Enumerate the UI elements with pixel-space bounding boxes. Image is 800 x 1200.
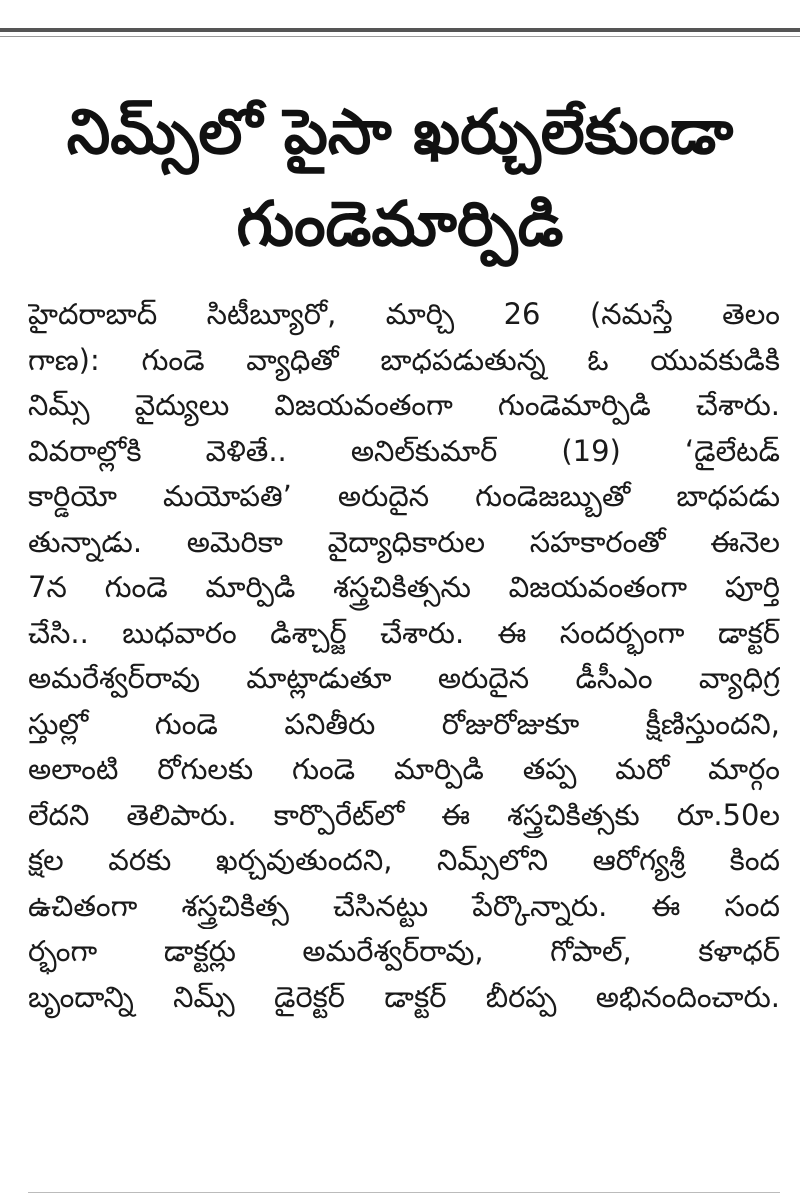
headline-line-1: నిమ్స్‌లో పైసా ఖర్చులేకుండా xyxy=(66,95,734,168)
body-line: హైదరాబాద్ సిటీబ్యూరో, మార్చి 26 (నమస్తే తెలం xyxy=(28,297,780,331)
body-line: తున్నాడు. అమెరికా వైద్యాధికారుల సహకారంతో ఈనెల xyxy=(28,524,780,559)
body-line: ర్భంగా డాక్టర్లు అమరేశ్వర్‌రావు, గోపాల్, కళాధర్ xyxy=(28,934,780,968)
body-line: నిమ్స్ వైద్యులు విజయవంతంగా గుండెమార్పిడి చేశారు. xyxy=(28,388,780,422)
body-line: గాణ): గుండె వ్యాధితో బాధపడుతున్న ఓ యువకుడికి xyxy=(28,342,780,377)
body-line: చేసి.. బుధవారం డిశ్చార్జ్ చేశారు. ఈ సందర్భంగా డాక్టర్ xyxy=(28,615,780,650)
article-body xyxy=(28,292,780,1020)
body-line: 7న గుండె మార్పిడి శస్త్రచికిత్సను విజయవంతంగా పూర్తి xyxy=(28,570,780,604)
body-line: అమరేశ్వర్‌రావు మాట్లాడుతూ అరుదైన డీసీఎం వ్యాధిగ్ర xyxy=(28,661,780,695)
top-rule-thin xyxy=(0,36,800,37)
bottom-rule xyxy=(28,1192,780,1193)
body-line: లేదని తెలిపారు. కార్పొరేట్‌లో ఈ శస్త్రచికిత్సకు రూ.50ల xyxy=(28,797,780,832)
headline xyxy=(0,86,800,270)
top-rule-thick xyxy=(0,28,800,32)
body-line: ఉచితంగా శస్త్రచికిత్స చేసినట్టు పేర్కొన్నారు. ఈ సంద xyxy=(28,888,780,923)
body-line: క్షల వరకు ఖర్చవుతుందని, నిమ్స్‌లోని ఆరోగ్యశ్రీ కింద xyxy=(28,843,780,877)
body-line: అలాంటి రోగులకు గుండె మార్పిడి తప్ప మరో మార్గం xyxy=(28,752,780,786)
body-line: బృందాన్ని నిమ్స్ డైరెక్టర్ డాక్టర్ బీరప్ప అభినందించారు. xyxy=(28,979,780,1014)
headline-line-2: గుండెమార్పిడి xyxy=(236,187,564,260)
body-line: కార్డియో మయోపతి’ అరుదైన గుండెజబ్బుతో బాధపడు xyxy=(28,479,780,513)
body-line: స్తుల్లో గుండె పనితీరు రోజురోజుకూ క్షీణిస్తుందని, xyxy=(28,706,780,741)
body-line: వివరాల్లోకి వెళితే.. అనిల్‌కుమార్ (19) ‘డైలేటడ్ xyxy=(28,433,780,468)
